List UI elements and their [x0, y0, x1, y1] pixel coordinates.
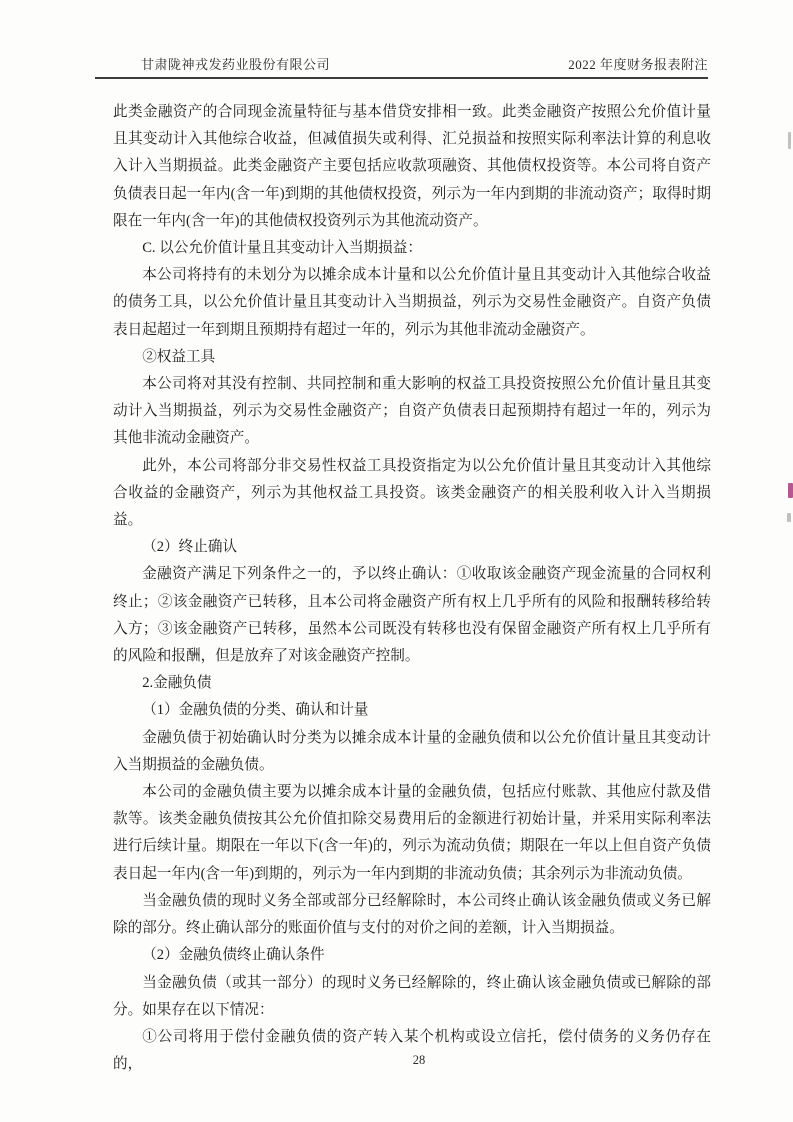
- scan-artifact-edge-line: [788, 132, 791, 149]
- page-header: [141, 54, 708, 73]
- body-paragraph: 当金融负债（或其一部分）的现时义务已经解除的，终止确认该金融负债或已解除的部分。如果存在以下情况：: [113, 974, 711, 1018]
- body-paragraph: 本公司将持有的未划分为以摊余成本计量和以公允价值计量且其变动计入其他综合收益的债务工具，以公允价值计量且其变动计入当期损益，列示为交易性金融资产。自资产负债表日起超过一年到期且预期持有超过一年的，列示为其他非流动金融资产。: [113, 267, 711, 338]
- body-paragraph: 金融负债于初始确认时分类为以摊余成本计量的金融负债和以公允价值计量且其变动计入当期损益的金融负债。: [113, 729, 711, 773]
- body-paragraph: 当金融负债的现时义务全部或部分已经解除时，本公司终止确认该金融负债或义务已解除的部分。终止确认部分的账面价值与支付的对价之间的差额，计入当期损益。: [113, 892, 711, 937]
- header-divider: [95, 77, 708, 79]
- section-heading: （2）金融负债终止确认条件: [142, 947, 325, 964]
- body-paragraph: 此类金融资产的合同现金流量特征与基本借贷安排相一致。此类金融资产按照公允价值计量且其变动计入其他综合收益，但减值损失或利得、汇兑损益和按照实际利率法计算的利息收入计入当期损益。此类金融资产主要包括应收款项融资、其他债权投资等。本公司将自资产负债表日起一年内(含一年)到期的其他债权投资，列示为一年内到期的非流动资产；取得时期限在一年内(含一年)的其他债权投资列示为其他流动资产。: [113, 104, 711, 229]
- body-paragraph: 此外，本公司将部分非交易性权益工具投资指定为以公允价值计量且其变动计入其他综合收益的金融资产，列示为其他权益工具投资。该类金融资产的相关股利收入计入当期损益。: [113, 457, 711, 529]
- body-paragraph: 本公司的金融负债主要为以摊余成本计量的金融负债，包括应付账款、其他应付款及借款等。该类金融负债按其公允价值扣除交易费用后的金额进行初始计量，并采用实际利率法进行后续计量。期限在一年以下(含一年)的，列示为流动负债；期限在一年以上但自资产负债表日起一年内(含一年)到期的，列示为一年内到期的非流动负债；其余列示为非流动负债。: [113, 784, 711, 882]
- section-heading: 2.金融负债: [142, 675, 212, 692]
- section-heading: C. 以公允价值计量且其变动计入当期损益：: [142, 240, 422, 257]
- header-company-name: 甘肃陇神戎发药业股份有限公司: [141, 57, 331, 72]
- body-paragraph: ①公司将用于偿付金融负债的资产转入某个机构或设立信托，偿付债务的义务仍存在的，: [113, 1028, 711, 1073]
- scan-artifact-magenta: [788, 483, 793, 498]
- section-heading: （1）金融负债的分类、确认和计量: [142, 702, 369, 719]
- scan-artifact-gray: [787, 513, 791, 522]
- body-paragraph: 本公司将对其没有控制、共同控制和重大影响的权益工具投资按照公允价值计量且其变动计入当期损益，列示为交易性金融资产；自资产负债表日起预期持有超过一年的，列示为其他非流动金融资产。: [113, 376, 711, 447]
- section-heading: ②权益工具: [142, 348, 216, 365]
- body-paragraph: 金融资产满足下列条件之一的，予以终止确认：①收取该金融资产现金流量的合同权利终止；②该金融资产已转移，且本公司将金融资产所有权上几乎所有的风险和报酬转移给转入方；③该金融资产已转移，虽然本公司既没有转移也没有保留金融资产所有权上几乎所有的风险和报酬，但是放弃了对该金融资产控制。: [113, 566, 711, 665]
- section-heading: （2）终止确认: [142, 539, 238, 556]
- document-body: [113, 99, 711, 1078]
- header-doc-title: 2022 年度财务报表附注: [568, 57, 708, 72]
- page-number: 28: [412, 1053, 426, 1067]
